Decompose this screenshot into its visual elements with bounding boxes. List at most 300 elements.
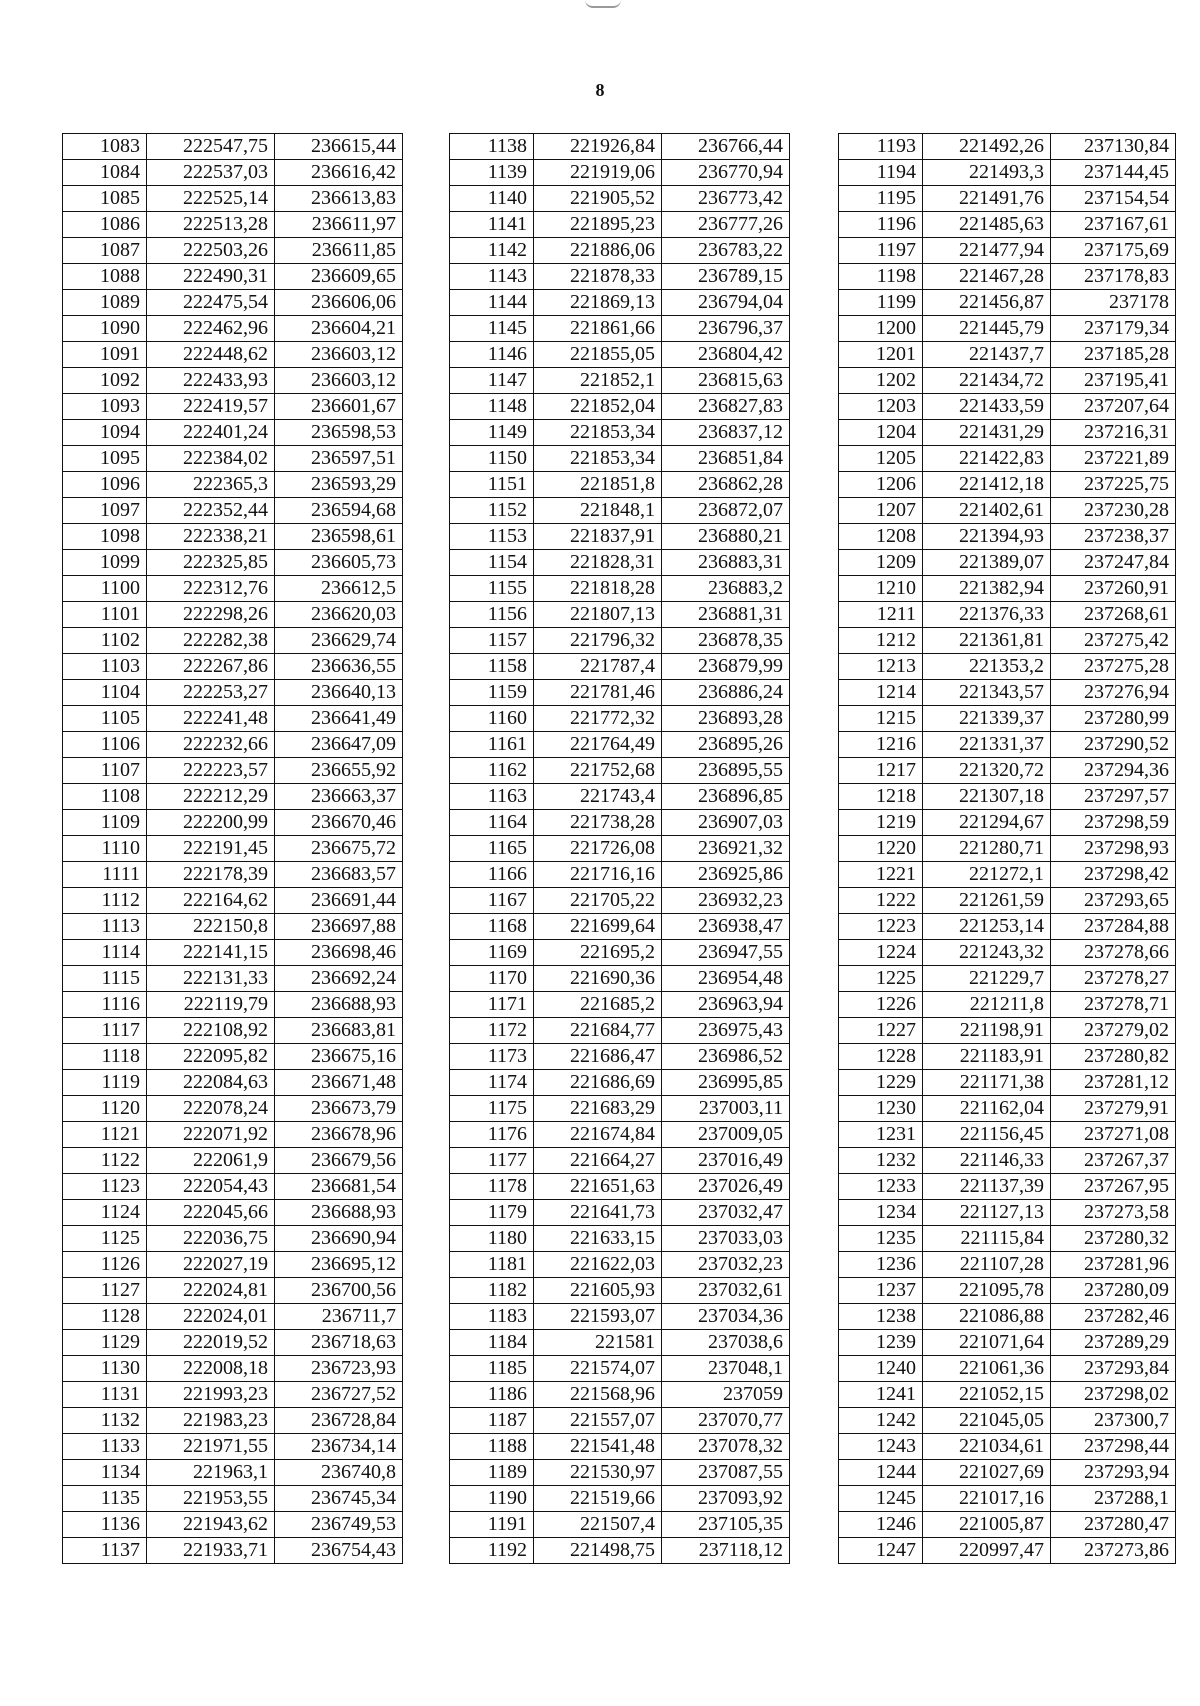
y-coordinate-cell: 236995,85 (662, 1070, 790, 1096)
table-row (839, 550, 1176, 576)
table-row (839, 992, 1176, 1018)
point-number-cell: 1182 (450, 1278, 534, 1304)
table-row (63, 888, 403, 914)
point-number-cell: 1130 (63, 1356, 147, 1382)
point-number-cell: 1204 (839, 420, 923, 446)
y-coordinate-cell: 237154,54 (1051, 186, 1176, 212)
point-number-cell: 1187 (450, 1408, 534, 1434)
y-coordinate-cell: 236601,67 (275, 394, 403, 420)
x-coordinate-cell: 221852,04 (534, 394, 662, 420)
table-row (839, 1486, 1176, 1512)
point-number-cell: 1120 (63, 1096, 147, 1122)
x-coordinate-cell: 221690,36 (534, 966, 662, 992)
table-row (839, 238, 1176, 264)
x-coordinate-cell: 221818,28 (534, 576, 662, 602)
table-row (450, 1330, 790, 1356)
x-coordinate-cell: 221633,15 (534, 1226, 662, 1252)
y-coordinate-cell: 236593,29 (275, 472, 403, 498)
y-coordinate-cell: 236880,21 (662, 524, 790, 550)
x-coordinate-cell: 221807,13 (534, 602, 662, 628)
table-row (839, 368, 1176, 394)
table-row (63, 368, 403, 394)
y-coordinate-cell: 237293,65 (1051, 888, 1176, 914)
point-number-cell: 1102 (63, 628, 147, 654)
x-coordinate-cell: 221574,07 (534, 1356, 662, 1382)
x-coordinate-cell: 221492,26 (923, 134, 1051, 160)
table-row (63, 784, 403, 810)
page-number: 8 (595, 80, 605, 100)
table-row (450, 862, 790, 888)
x-coordinate-cell: 222547,75 (147, 134, 275, 160)
point-number-cell: 1217 (839, 758, 923, 784)
point-number-cell: 1222 (839, 888, 923, 914)
table-row (63, 758, 403, 784)
table-row (450, 1304, 790, 1330)
point-number-cell: 1219 (839, 810, 923, 836)
x-coordinate-cell: 221861,66 (534, 316, 662, 342)
table-row (839, 316, 1176, 342)
point-number-cell: 1090 (63, 316, 147, 342)
table-row (450, 524, 790, 550)
y-coordinate-cell: 237280,47 (1051, 1512, 1176, 1538)
point-number-cell: 1128 (63, 1304, 147, 1330)
point-number-cell: 1215 (839, 706, 923, 732)
x-coordinate-cell: 221162,04 (923, 1096, 1051, 1122)
x-coordinate-cell: 221787,4 (534, 654, 662, 680)
x-coordinate-cell: 221052,15 (923, 1382, 1051, 1408)
table-row (450, 446, 790, 472)
x-coordinate-cell: 221422,83 (923, 446, 1051, 472)
x-coordinate-cell: 221027,69 (923, 1460, 1051, 1486)
point-number-cell: 1098 (63, 524, 147, 550)
x-coordinate-cell: 222525,14 (147, 186, 275, 212)
coordinate-table-2 (449, 133, 790, 1564)
y-coordinate-cell: 236895,26 (662, 732, 790, 758)
y-coordinate-cell: 237280,32 (1051, 1226, 1176, 1252)
x-coordinate-cell: 222108,92 (147, 1018, 275, 1044)
table-row (63, 732, 403, 758)
x-coordinate-cell: 222036,75 (147, 1226, 275, 1252)
table-row (63, 1200, 403, 1226)
x-coordinate-cell: 221389,07 (923, 550, 1051, 576)
x-coordinate-cell: 221156,45 (923, 1122, 1051, 1148)
y-coordinate-cell: 236837,12 (662, 420, 790, 446)
point-number-cell: 1107 (63, 758, 147, 784)
point-number-cell: 1160 (450, 706, 534, 732)
point-number-cell: 1173 (450, 1044, 534, 1070)
y-coordinate-cell: 237300,7 (1051, 1408, 1176, 1434)
point-number-cell: 1116 (63, 992, 147, 1018)
x-coordinate-cell: 222282,38 (147, 628, 275, 654)
y-coordinate-cell: 237275,42 (1051, 628, 1176, 654)
point-number-cell: 1229 (839, 1070, 923, 1096)
table-row (839, 810, 1176, 836)
x-coordinate-cell: 221086,88 (923, 1304, 1051, 1330)
x-coordinate-cell: 221851,8 (534, 472, 662, 498)
y-coordinate-cell: 236773,42 (662, 186, 790, 212)
point-number-cell: 1124 (63, 1200, 147, 1226)
point-number-cell: 1210 (839, 576, 923, 602)
y-coordinate-cell: 237273,58 (1051, 1200, 1176, 1226)
point-number-cell: 1109 (63, 810, 147, 836)
point-number-cell: 1156 (450, 602, 534, 628)
y-coordinate-cell: 236690,94 (275, 1226, 403, 1252)
y-coordinate-cell: 237216,31 (1051, 420, 1176, 446)
y-coordinate-cell: 236673,79 (275, 1096, 403, 1122)
table-row (450, 1356, 790, 1382)
x-coordinate-cell: 221402,61 (923, 498, 1051, 524)
x-coordinate-cell: 221699,64 (534, 914, 662, 940)
table-row (839, 1044, 1176, 1070)
x-coordinate-cell: 221764,49 (534, 732, 662, 758)
y-coordinate-cell: 237247,84 (1051, 550, 1176, 576)
x-coordinate-cell: 221061,36 (923, 1356, 1051, 1382)
y-coordinate-cell: 236896,85 (662, 784, 790, 810)
y-coordinate-cell: 236620,03 (275, 602, 403, 628)
y-coordinate-cell: 236679,56 (275, 1148, 403, 1174)
point-number-cell: 1140 (450, 186, 534, 212)
x-coordinate-cell: 221726,08 (534, 836, 662, 862)
point-number-cell: 1153 (450, 524, 534, 550)
table-row (450, 1382, 790, 1408)
table-row (839, 862, 1176, 888)
y-coordinate-cell: 237070,77 (662, 1408, 790, 1434)
x-coordinate-cell: 221664,27 (534, 1148, 662, 1174)
x-coordinate-cell: 222448,62 (147, 342, 275, 368)
y-coordinate-cell: 237280,82 (1051, 1044, 1176, 1070)
table-row (63, 706, 403, 732)
x-coordinate-cell: 221641,73 (534, 1200, 662, 1226)
y-coordinate-cell: 237178 (1051, 290, 1176, 316)
point-number-cell: 1104 (63, 680, 147, 706)
x-coordinate-cell: 221674,84 (534, 1122, 662, 1148)
y-coordinate-cell: 237281,96 (1051, 1252, 1176, 1278)
y-coordinate-cell: 237179,34 (1051, 316, 1176, 342)
table-row (63, 1356, 403, 1382)
y-coordinate-cell: 236603,12 (275, 342, 403, 368)
y-coordinate-cell: 236754,43 (275, 1538, 403, 1564)
x-coordinate-cell: 221837,91 (534, 524, 662, 550)
y-coordinate-cell: 237016,49 (662, 1148, 790, 1174)
y-coordinate-cell: 236613,83 (275, 186, 403, 212)
x-coordinate-cell: 221017,16 (923, 1486, 1051, 1512)
table-row (450, 394, 790, 420)
x-coordinate-cell: 221530,97 (534, 1460, 662, 1486)
point-number-cell: 1138 (450, 134, 534, 160)
x-coordinate-cell: 221045,05 (923, 1408, 1051, 1434)
x-coordinate-cell: 221183,91 (923, 1044, 1051, 1070)
y-coordinate-cell: 237032,47 (662, 1200, 790, 1226)
x-coordinate-cell: 221983,23 (147, 1408, 275, 1434)
table-row (450, 888, 790, 914)
x-coordinate-cell: 222054,43 (147, 1174, 275, 1200)
y-coordinate-cell: 237271,08 (1051, 1122, 1176, 1148)
y-coordinate-cell: 237105,35 (662, 1512, 790, 1538)
x-coordinate-cell: 221895,23 (534, 212, 662, 238)
y-coordinate-cell: 236862,28 (662, 472, 790, 498)
point-number-cell: 1108 (63, 784, 147, 810)
y-coordinate-cell: 236879,99 (662, 654, 790, 680)
table-row (450, 732, 790, 758)
table-row (839, 160, 1176, 186)
table-row (450, 264, 790, 290)
x-coordinate-cell: 221796,32 (534, 628, 662, 654)
x-coordinate-cell: 222325,85 (147, 550, 275, 576)
table-row (839, 706, 1176, 732)
x-coordinate-cell: 221853,34 (534, 446, 662, 472)
y-coordinate-cell: 236688,93 (275, 1200, 403, 1226)
table-row (450, 420, 790, 446)
y-coordinate-cell: 236777,26 (662, 212, 790, 238)
y-coordinate-cell: 236629,74 (275, 628, 403, 654)
x-coordinate-cell: 222232,66 (147, 732, 275, 758)
point-number-cell: 1190 (450, 1486, 534, 1512)
x-coordinate-cell: 222475,54 (147, 290, 275, 316)
x-coordinate-cell: 221772,32 (534, 706, 662, 732)
point-number-cell: 1088 (63, 264, 147, 290)
point-number-cell: 1094 (63, 420, 147, 446)
x-coordinate-cell: 221853,34 (534, 420, 662, 446)
y-coordinate-cell: 237207,64 (1051, 394, 1176, 420)
x-coordinate-cell: 222200,99 (147, 810, 275, 836)
x-coordinate-cell: 221331,37 (923, 732, 1051, 758)
y-coordinate-cell: 237273,86 (1051, 1538, 1176, 1564)
table-row (839, 1330, 1176, 1356)
point-number-cell: 1239 (839, 1330, 923, 1356)
point-number-cell: 1121 (63, 1122, 147, 1148)
point-number-cell: 1195 (839, 186, 923, 212)
y-coordinate-cell: 236925,86 (662, 862, 790, 888)
table-row (450, 1226, 790, 1252)
point-number-cell: 1180 (450, 1226, 534, 1252)
y-coordinate-cell: 236938,47 (662, 914, 790, 940)
point-number-cell: 1181 (450, 1252, 534, 1278)
table-row (63, 602, 403, 628)
point-number-cell: 1087 (63, 238, 147, 264)
point-number-cell: 1209 (839, 550, 923, 576)
table-row (63, 472, 403, 498)
point-number-cell: 1097 (63, 498, 147, 524)
table-row (839, 1382, 1176, 1408)
y-coordinate-cell: 236770,94 (662, 160, 790, 186)
point-number-cell: 1091 (63, 342, 147, 368)
table-row (839, 654, 1176, 680)
x-coordinate-cell: 221307,18 (923, 784, 1051, 810)
point-number-cell: 1142 (450, 238, 534, 264)
y-coordinate-cell: 236641,49 (275, 706, 403, 732)
x-coordinate-cell: 221456,87 (923, 290, 1051, 316)
y-coordinate-cell: 236697,88 (275, 914, 403, 940)
table-row (839, 1096, 1176, 1122)
table-row (839, 758, 1176, 784)
x-coordinate-cell: 221684,77 (534, 1018, 662, 1044)
table-row (63, 1278, 403, 1304)
point-number-cell: 1246 (839, 1512, 923, 1538)
y-coordinate-cell: 237298,42 (1051, 862, 1176, 888)
x-coordinate-cell: 221752,68 (534, 758, 662, 784)
y-coordinate-cell: 237278,27 (1051, 966, 1176, 992)
y-coordinate-cell: 236711,7 (275, 1304, 403, 1330)
table-row (450, 940, 790, 966)
point-number-cell: 1084 (63, 160, 147, 186)
table-row (63, 1044, 403, 1070)
table-row (839, 1304, 1176, 1330)
x-coordinate-cell: 222095,82 (147, 1044, 275, 1070)
y-coordinate-cell: 236691,44 (275, 888, 403, 914)
point-number-cell: 1179 (450, 1200, 534, 1226)
x-coordinate-cell: 221115,84 (923, 1226, 1051, 1252)
y-coordinate-cell: 237221,89 (1051, 446, 1176, 472)
point-number-cell: 1118 (63, 1044, 147, 1070)
y-coordinate-cell: 236886,24 (662, 680, 790, 706)
table-row (450, 628, 790, 654)
y-coordinate-cell: 237293,94 (1051, 1460, 1176, 1486)
x-coordinate-cell: 221557,07 (534, 1408, 662, 1434)
point-number-cell: 1231 (839, 1122, 923, 1148)
y-coordinate-cell: 237195,41 (1051, 368, 1176, 394)
point-number-cell: 1183 (450, 1304, 534, 1330)
point-number-cell: 1089 (63, 290, 147, 316)
x-coordinate-cell: 222513,28 (147, 212, 275, 238)
y-coordinate-cell: 237298,59 (1051, 810, 1176, 836)
table-row (63, 576, 403, 602)
table-row (450, 1434, 790, 1460)
table-row (450, 1018, 790, 1044)
y-coordinate-cell: 237118,12 (662, 1538, 790, 1564)
y-coordinate-cell: 236883,2 (662, 576, 790, 602)
table-row (839, 1278, 1176, 1304)
y-coordinate-cell: 237281,12 (1051, 1070, 1176, 1096)
y-coordinate-cell: 237278,71 (1051, 992, 1176, 1018)
x-coordinate-cell: 221437,7 (923, 342, 1051, 368)
table-row (63, 1070, 403, 1096)
y-coordinate-cell: 237238,37 (1051, 524, 1176, 550)
y-coordinate-cell: 237260,91 (1051, 576, 1176, 602)
table-row (839, 1356, 1176, 1382)
table-row (63, 342, 403, 368)
point-number-cell: 1218 (839, 784, 923, 810)
table-row (839, 1200, 1176, 1226)
point-number-cell: 1144 (450, 290, 534, 316)
x-coordinate-cell: 222312,76 (147, 576, 275, 602)
x-coordinate-cell: 221034,61 (923, 1434, 1051, 1460)
y-coordinate-cell: 236728,84 (275, 1408, 403, 1434)
x-coordinate-cell: 221445,79 (923, 316, 1051, 342)
x-coordinate-cell: 222024,81 (147, 1278, 275, 1304)
scan-mark (585, 0, 621, 8)
y-coordinate-cell: 236783,22 (662, 238, 790, 264)
x-coordinate-cell: 221095,78 (923, 1278, 1051, 1304)
table-row (839, 1408, 1176, 1434)
x-coordinate-cell: 221071,64 (923, 1330, 1051, 1356)
y-coordinate-cell: 236698,46 (275, 940, 403, 966)
y-coordinate-cell: 236878,35 (662, 628, 790, 654)
point-number-cell: 1112 (63, 888, 147, 914)
y-coordinate-cell: 236883,31 (662, 550, 790, 576)
table-row (839, 1070, 1176, 1096)
y-coordinate-cell: 236815,63 (662, 368, 790, 394)
y-coordinate-cell: 236670,46 (275, 810, 403, 836)
table-row (450, 368, 790, 394)
x-coordinate-cell: 221272,1 (923, 862, 1051, 888)
point-number-cell: 1110 (63, 836, 147, 862)
x-coordinate-cell: 222131,33 (147, 966, 275, 992)
point-number-cell: 1158 (450, 654, 534, 680)
point-number-cell: 1141 (450, 212, 534, 238)
table-row (63, 498, 403, 524)
x-coordinate-cell: 221933,71 (147, 1538, 275, 1564)
y-coordinate-cell: 237297,57 (1051, 784, 1176, 810)
table-row (63, 914, 403, 940)
x-coordinate-cell: 220997,47 (923, 1538, 1051, 1564)
y-coordinate-cell: 237294,36 (1051, 758, 1176, 784)
x-coordinate-cell: 222164,62 (147, 888, 275, 914)
y-coordinate-cell: 237185,28 (1051, 342, 1176, 368)
table-row (63, 1018, 403, 1044)
y-coordinate-cell: 236740,8 (275, 1460, 403, 1486)
y-coordinate-cell: 236615,44 (275, 134, 403, 160)
x-coordinate-cell: 222078,24 (147, 1096, 275, 1122)
point-number-cell: 1212 (839, 628, 923, 654)
table-row (839, 498, 1176, 524)
point-number-cell: 1134 (63, 1460, 147, 1486)
y-coordinate-cell: 237293,84 (1051, 1356, 1176, 1382)
point-number-cell: 1113 (63, 914, 147, 940)
x-coordinate-cell: 222433,93 (147, 368, 275, 394)
y-coordinate-cell: 236695,12 (275, 1252, 403, 1278)
table-row (450, 160, 790, 186)
table-row (63, 264, 403, 290)
table-row (450, 784, 790, 810)
y-coordinate-cell: 237267,37 (1051, 1148, 1176, 1174)
x-coordinate-cell: 221622,03 (534, 1252, 662, 1278)
point-number-cell: 1143 (450, 264, 534, 290)
table-row (450, 472, 790, 498)
table-row (450, 654, 790, 680)
point-number-cell: 1131 (63, 1382, 147, 1408)
y-coordinate-cell: 237078,32 (662, 1434, 790, 1460)
x-coordinate-cell: 221005,87 (923, 1512, 1051, 1538)
x-coordinate-cell: 221581 (534, 1330, 662, 1356)
x-coordinate-cell: 221127,13 (923, 1200, 1051, 1226)
table-row (839, 472, 1176, 498)
point-number-cell: 1225 (839, 966, 923, 992)
table-row (450, 342, 790, 368)
table-row (839, 732, 1176, 758)
table-row (63, 966, 403, 992)
y-coordinate-cell: 237034,36 (662, 1304, 790, 1330)
point-number-cell: 1100 (63, 576, 147, 602)
point-number-cell: 1136 (63, 1512, 147, 1538)
table-row (63, 134, 403, 160)
point-number-cell: 1150 (450, 446, 534, 472)
y-coordinate-cell: 236678,96 (275, 1122, 403, 1148)
y-coordinate-cell: 236597,51 (275, 446, 403, 472)
table-row (839, 888, 1176, 914)
point-number-cell: 1237 (839, 1278, 923, 1304)
point-number-cell: 1221 (839, 862, 923, 888)
table-row (839, 212, 1176, 238)
y-coordinate-cell: 236718,63 (275, 1330, 403, 1356)
table-row (450, 238, 790, 264)
point-number-cell: 1168 (450, 914, 534, 940)
y-coordinate-cell: 236594,68 (275, 498, 403, 524)
y-coordinate-cell: 236893,28 (662, 706, 790, 732)
table-row (839, 524, 1176, 550)
point-number-cell: 1226 (839, 992, 923, 1018)
table-row (63, 420, 403, 446)
x-coordinate-cell: 221686,69 (534, 1070, 662, 1096)
